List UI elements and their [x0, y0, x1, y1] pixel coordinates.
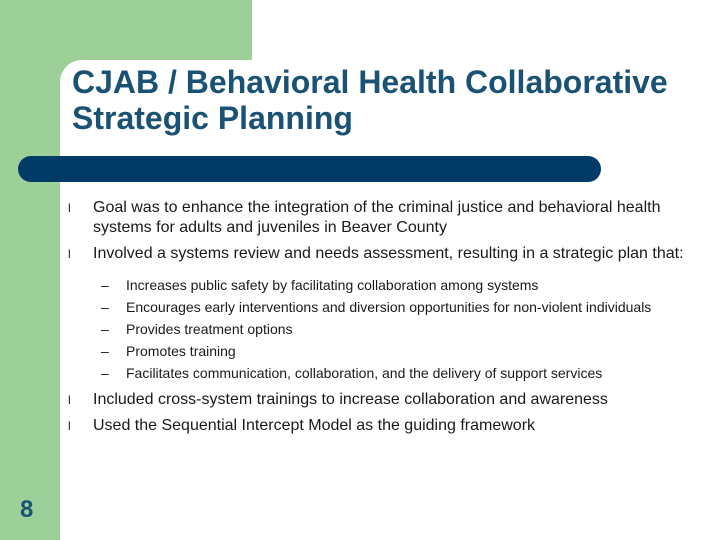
sub-bullet-list: [60, 276, 700, 382]
bullet-text: Involved a systems review and needs assessment, resulting in a strategic plan that:: [93, 245, 684, 262]
bullet-text: Goal was to enhance the integration of the criminal justice and behavioral health systems for adults and juveniles in Beaver County: [93, 199, 661, 236]
bullet-list-bottom: [60, 390, 700, 436]
sub-bullet-text: Facilitates communication, collaboration, and the delivery of support services: [126, 365, 603, 381]
bullet-marker: l: [68, 201, 71, 215]
dash-marker: –: [101, 321, 109, 337]
bullet-item: [60, 244, 700, 264]
bullet-text: Included cross-system trainings to increase collaboration and awareness: [93, 391, 608, 408]
bullet-item: [60, 416, 700, 436]
dash-marker: –: [101, 343, 109, 359]
sub-bullet-item: [60, 276, 700, 294]
bullet-marker: l: [68, 419, 71, 433]
page-number: 8: [20, 496, 34, 523]
title-underline-bar: [18, 156, 601, 182]
bullet-list-top: [60, 198, 700, 264]
bullet-marker: l: [68, 393, 71, 407]
sub-bullet-item: [60, 320, 700, 338]
dash-marker: –: [101, 277, 109, 293]
bullet-item: [60, 198, 700, 238]
dash-marker: –: [101, 299, 109, 315]
dash-marker: –: [101, 365, 109, 381]
slide-content: [60, 198, 700, 436]
sub-bullet-text: Encourages early interventions and diversion opportunities for non-violent individuals: [126, 299, 652, 315]
sub-bullet-text: Provides treatment options: [126, 321, 293, 337]
sub-bullet-item: [60, 298, 700, 316]
bullet-marker: l: [68, 247, 71, 261]
sub-bullet-text: Increases public safety by facilitating collaboration among systems: [126, 277, 539, 293]
slide-title: CJAB / Behavioral Health Collaborative Strategic Planning: [72, 64, 668, 136]
sub-bullet-item: [60, 342, 700, 360]
sub-bullet-text: Promotes training: [126, 343, 236, 359]
sub-bullet-item: [60, 364, 700, 382]
bullet-text: Used the Sequential Intercept Model as the guiding framework: [93, 417, 536, 434]
bullet-item: [60, 390, 700, 410]
